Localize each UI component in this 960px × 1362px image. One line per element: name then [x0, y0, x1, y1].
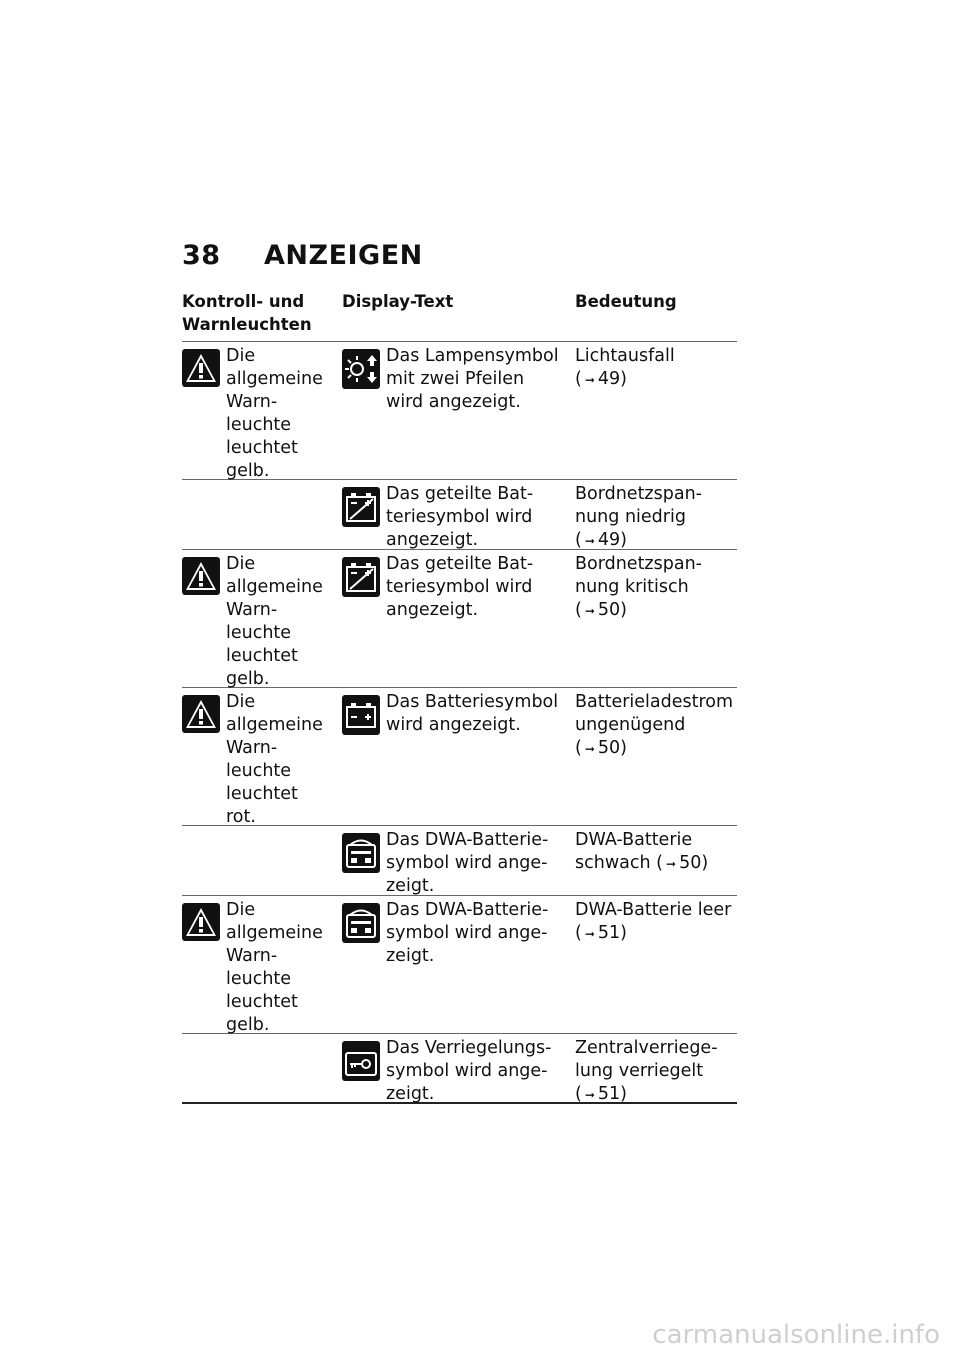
watermark: carmanualsonline.info	[652, 1320, 940, 1350]
dwa-battery-icon	[342, 903, 380, 947]
meaning-cell	[575, 896, 737, 1033]
col-header-display-text: Display-Text	[342, 292, 454, 311]
table-row	[182, 688, 737, 826]
display-text: Das geteilte Bat- teriesymbol wird angezeigt.	[386, 484, 534, 550]
warning-light-cell	[182, 896, 342, 1033]
table-row	[182, 896, 737, 1034]
page-reference-link[interactable]: ( ➞ 51)	[575, 1084, 627, 1104]
display-text: Das Batteriesymbol wird angezeigt.	[386, 692, 559, 735]
warning-light-cell	[182, 342, 342, 479]
meaning-text-block	[575, 553, 702, 623]
reference-page-number: 50	[597, 600, 621, 620]
meaning-text-block	[575, 345, 675, 392]
warning-light-cell	[182, 550, 342, 687]
split-battery-icon	[342, 557, 380, 601]
page-reference-link[interactable]: ( ➞ 51)	[575, 923, 627, 943]
col-header-warning-lights: Kontroll- und Warnleuchten	[182, 292, 312, 334]
meaning-cell	[575, 480, 737, 549]
table-row	[182, 1034, 737, 1104]
meaning-cell	[575, 688, 737, 825]
split-battery-icon	[342, 487, 380, 531]
meaning-text-block	[575, 483, 702, 553]
arrow-right-icon: ➞	[666, 857, 677, 871]
table-row	[182, 826, 737, 896]
reference-page-number: 49	[597, 530, 621, 550]
battery-icon	[342, 695, 380, 739]
display-text: Das DWA-Batterie- symbol wird ange- zeigt.	[386, 830, 549, 896]
indicator-table	[182, 290, 737, 1104]
arrow-right-icon: ➞	[584, 373, 595, 387]
display-text: Das Verriegelungs- symbol wird ange- zeigt.	[386, 1038, 552, 1104]
display-text-cell	[342, 342, 575, 479]
meaning-text-block	[575, 829, 708, 876]
meaning-cell	[575, 342, 737, 479]
arrow-right-icon: ➞	[584, 604, 595, 618]
display-text-cell	[342, 896, 575, 1033]
warning-light-text: Die allgemeine Warn- leuchte leuchtet gelb.	[226, 900, 323, 1035]
meaning-cell	[575, 1034, 737, 1102]
warning-light-text: Die allgemeine Warn- leuchte leuchtet gelb.	[226, 346, 323, 481]
lamp-arrows-icon	[342, 349, 380, 393]
meaning-text: DWA-Batterie leer	[575, 900, 732, 920]
warning-light-cell	[182, 1034, 342, 1102]
arrow-right-icon: ➞	[584, 742, 595, 756]
page-header	[182, 240, 423, 271]
warning-light-text: Die allgemeine Warn- leuchte leuchtet rot.	[226, 692, 323, 827]
dwa-battery-icon	[342, 833, 380, 877]
warning-triangle-icon	[182, 695, 220, 737]
table-header	[182, 290, 737, 342]
lock-key-icon	[342, 1041, 380, 1085]
page-number: 38	[182, 240, 221, 271]
warning-light-text: Die allgemeine Warn- leuchte leuchtet gelb.	[226, 554, 323, 689]
meaning-text: Lichtausfall	[575, 346, 675, 366]
display-text-cell	[342, 688, 575, 825]
warning-light-cell	[182, 688, 342, 825]
reference-page-number: 50	[597, 738, 621, 758]
reference-page-number: 49	[597, 369, 621, 389]
table-row	[182, 342, 737, 480]
display-text-cell	[342, 826, 575, 895]
display-text-cell	[342, 480, 575, 549]
meaning-text: Bordnetzspan- nung kritisch	[575, 554, 702, 597]
meaning-text: Batterieladestrom ungenügend	[575, 692, 734, 735]
reference-page-number: 51	[597, 923, 621, 943]
page-reference-link[interactable]: ( ➞ 50)	[656, 853, 708, 873]
warning-light-cell	[182, 826, 342, 895]
table-row	[182, 480, 737, 550]
meaning-text: Bordnetzspan- nung niedrig	[575, 484, 702, 527]
meaning-cell	[575, 826, 737, 895]
table-body	[182, 342, 737, 1104]
reference-page-number: 51	[597, 1084, 621, 1104]
meaning-text-block	[575, 1037, 718, 1107]
arrow-right-icon: ➞	[584, 927, 595, 941]
display-text-cell	[342, 1034, 575, 1102]
display-text: Das Lampensymbol mit zwei Pfeilen wird angezeigt.	[386, 346, 559, 412]
section-title: ANZEIGEN	[264, 240, 423, 271]
warning-triangle-icon	[182, 903, 220, 945]
meaning-text-block	[575, 691, 733, 761]
display-text: Das DWA-Batterie- symbol wird ange- zeigt.	[386, 900, 549, 966]
display-text-cell	[342, 550, 575, 687]
meaning-cell	[575, 550, 737, 687]
warning-triangle-icon	[182, 349, 220, 391]
warning-triangle-icon	[182, 557, 220, 599]
meaning-text: Zentralverriege- lung verriegelt	[575, 1038, 718, 1081]
arrow-right-icon: ➞	[584, 1088, 595, 1102]
table-row	[182, 550, 737, 688]
reference-page-number: 50	[679, 853, 702, 873]
display-text: Das geteilte Bat- teriesymbol wird angezeigt.	[386, 554, 534, 620]
page-reference-link[interactable]: ( ➞ 50)	[575, 600, 627, 620]
col-header-meaning: Bedeutung	[575, 292, 677, 311]
meaning-text-block	[575, 899, 731, 946]
page-reference-link[interactable]: ( ➞ 49)	[575, 530, 627, 550]
warning-light-cell	[182, 480, 342, 549]
page-reference-link[interactable]: ( ➞ 50)	[575, 738, 627, 758]
page-reference-link[interactable]: ( ➞ 49)	[575, 369, 627, 389]
meaning-text: DWA-Batterie schwach	[575, 830, 693, 873]
arrow-right-icon: ➞	[584, 534, 595, 548]
